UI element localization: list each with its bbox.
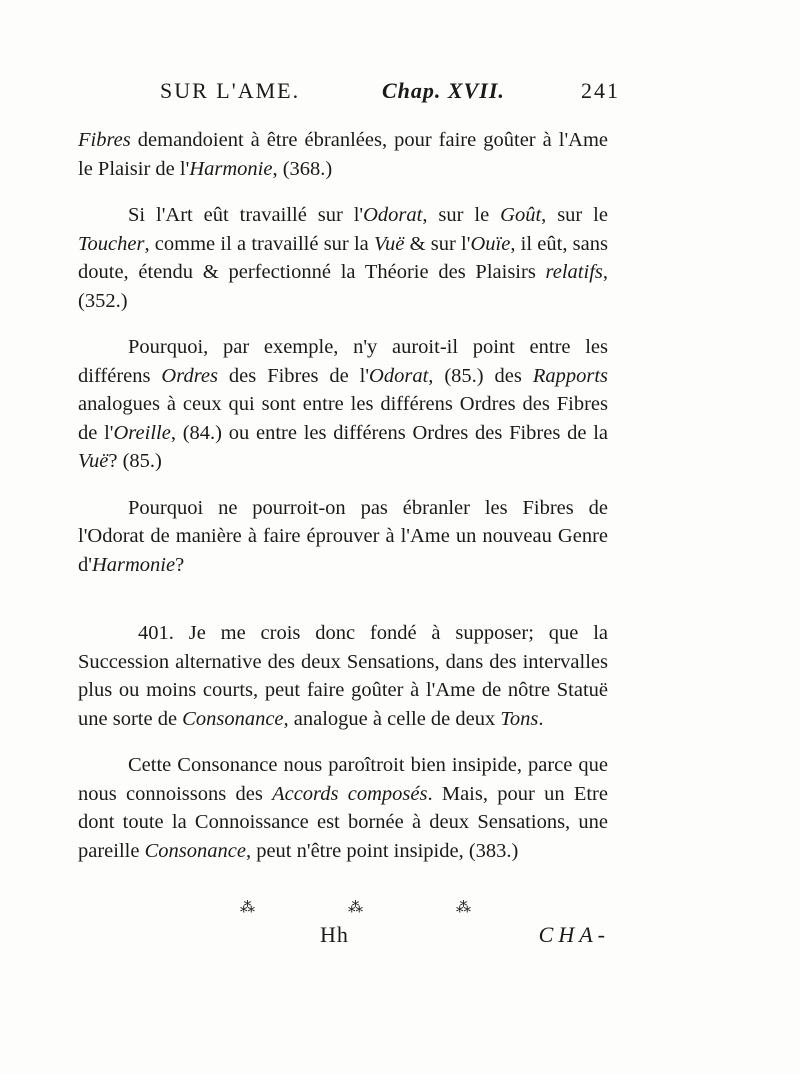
text-run: , comme il a travaillé sur la — [144, 232, 375, 255]
ornament-row — [240, 898, 470, 917]
text-run: , (352.) — [78, 261, 608, 312]
text-run: demandoient à être ébranlées, pour faire goûter à l'Ame le Plaisir de l' — [78, 129, 608, 180]
chapter-label: Chap. XVII. — [382, 78, 505, 103]
text-run: ? — [175, 553, 185, 576]
italic-term: Harmonie — [91, 553, 176, 576]
text-run: ? (85.) — [108, 450, 162, 472]
text-run: . Mais, pour un Etre dont toute la Connoissance est bornée à deux Sensations, une pareille — [78, 782, 608, 862]
signature-mark: Hh — [320, 922, 349, 947]
italic-term: Consonance — [182, 707, 284, 730]
text-run: Pourquoi ne pourroit-on pas ébranler les Fibres de l'Odorat de manière à faire éprouver à l'Ame un nouveau Genre d' — [78, 496, 608, 576]
paragraph — [78, 126, 608, 183]
text-run: Je me crois donc fondé à supposer; que la Succession alternative des deux Sensations, dans des intervalles plus ou moins courts, peut faire goûter à l'Ame de nôtre Statuë une sorte de — [78, 622, 608, 730]
italic-term: Odorat — [369, 364, 429, 387]
text-run: Pourquoi, par exemple, n'y auroit-il point entre les différens — [78, 336, 608, 387]
italic-term: Tons — [500, 707, 539, 730]
italic-term: Harmonie — [189, 157, 273, 180]
paragraph — [78, 751, 608, 865]
paragraph-number: 401. — [138, 622, 189, 644]
italic-term: Ouïe — [470, 232, 511, 255]
italic-term: Ordres — [161, 364, 218, 387]
text-run: , (85.) des — [428, 364, 533, 387]
text-run: , sur le — [422, 204, 501, 226]
ornament-icon: ⁂ — [240, 900, 254, 916]
page-number: 241 — [581, 78, 620, 103]
text-run: des Fibres de l' — [218, 364, 370, 387]
page-footer — [320, 922, 610, 952]
italic-term: Consonance — [144, 839, 246, 862]
text-run: , peut n'être point insipide, (383.) — [245, 839, 519, 862]
text-run: & sur l' — [404, 232, 471, 255]
italic-term: Odorat — [363, 204, 423, 226]
ornament-icon: ⁂ — [348, 900, 362, 916]
text-run: , (368.) — [272, 157, 333, 180]
italic-term: Goût — [500, 204, 542, 226]
text-run: analogues à ceux qui sont entre les différens Ordres des Fibres de l' — [78, 393, 608, 444]
text-run: . — [538, 707, 544, 730]
text-run: , sur le — [541, 204, 608, 226]
italic-term: Vuë — [78, 450, 109, 472]
running-title: SUR L'AME. — [160, 78, 301, 103]
italic-term: Vuë — [374, 232, 405, 255]
catchword: CHA- — [538, 922, 610, 947]
italic-term: Accords composés — [272, 782, 428, 805]
italic-term: Oreille — [113, 421, 171, 444]
page-header — [160, 78, 620, 110]
paragraph — [78, 333, 608, 476]
italic-term: Rapports — [532, 364, 608, 387]
text-run: Cette Consonance nous paroîtroit bien insipide, parce que nous connoissons des — [78, 754, 608, 805]
text-run: Si l'Art eût travaillé sur l' — [128, 204, 364, 226]
text-run: , (84.) ou entre les différens Ordres des Fibres de la — [170, 421, 608, 444]
body-text — [78, 126, 608, 865]
text-run: , il eût, sans doute, étendu & perfectionné la Théorie des Plaisirs — [78, 232, 608, 283]
ornament-icon: ⁂ — [456, 900, 470, 916]
italic-term: Toucher — [78, 232, 145, 255]
numbered-paragraph — [78, 619, 608, 733]
text-run: , analogue à celle de deux — [283, 707, 501, 730]
paragraph — [78, 201, 608, 315]
italic-term: Fibres — [78, 129, 131, 151]
paragraph — [78, 494, 608, 580]
italic-term: relatifs — [545, 261, 603, 283]
